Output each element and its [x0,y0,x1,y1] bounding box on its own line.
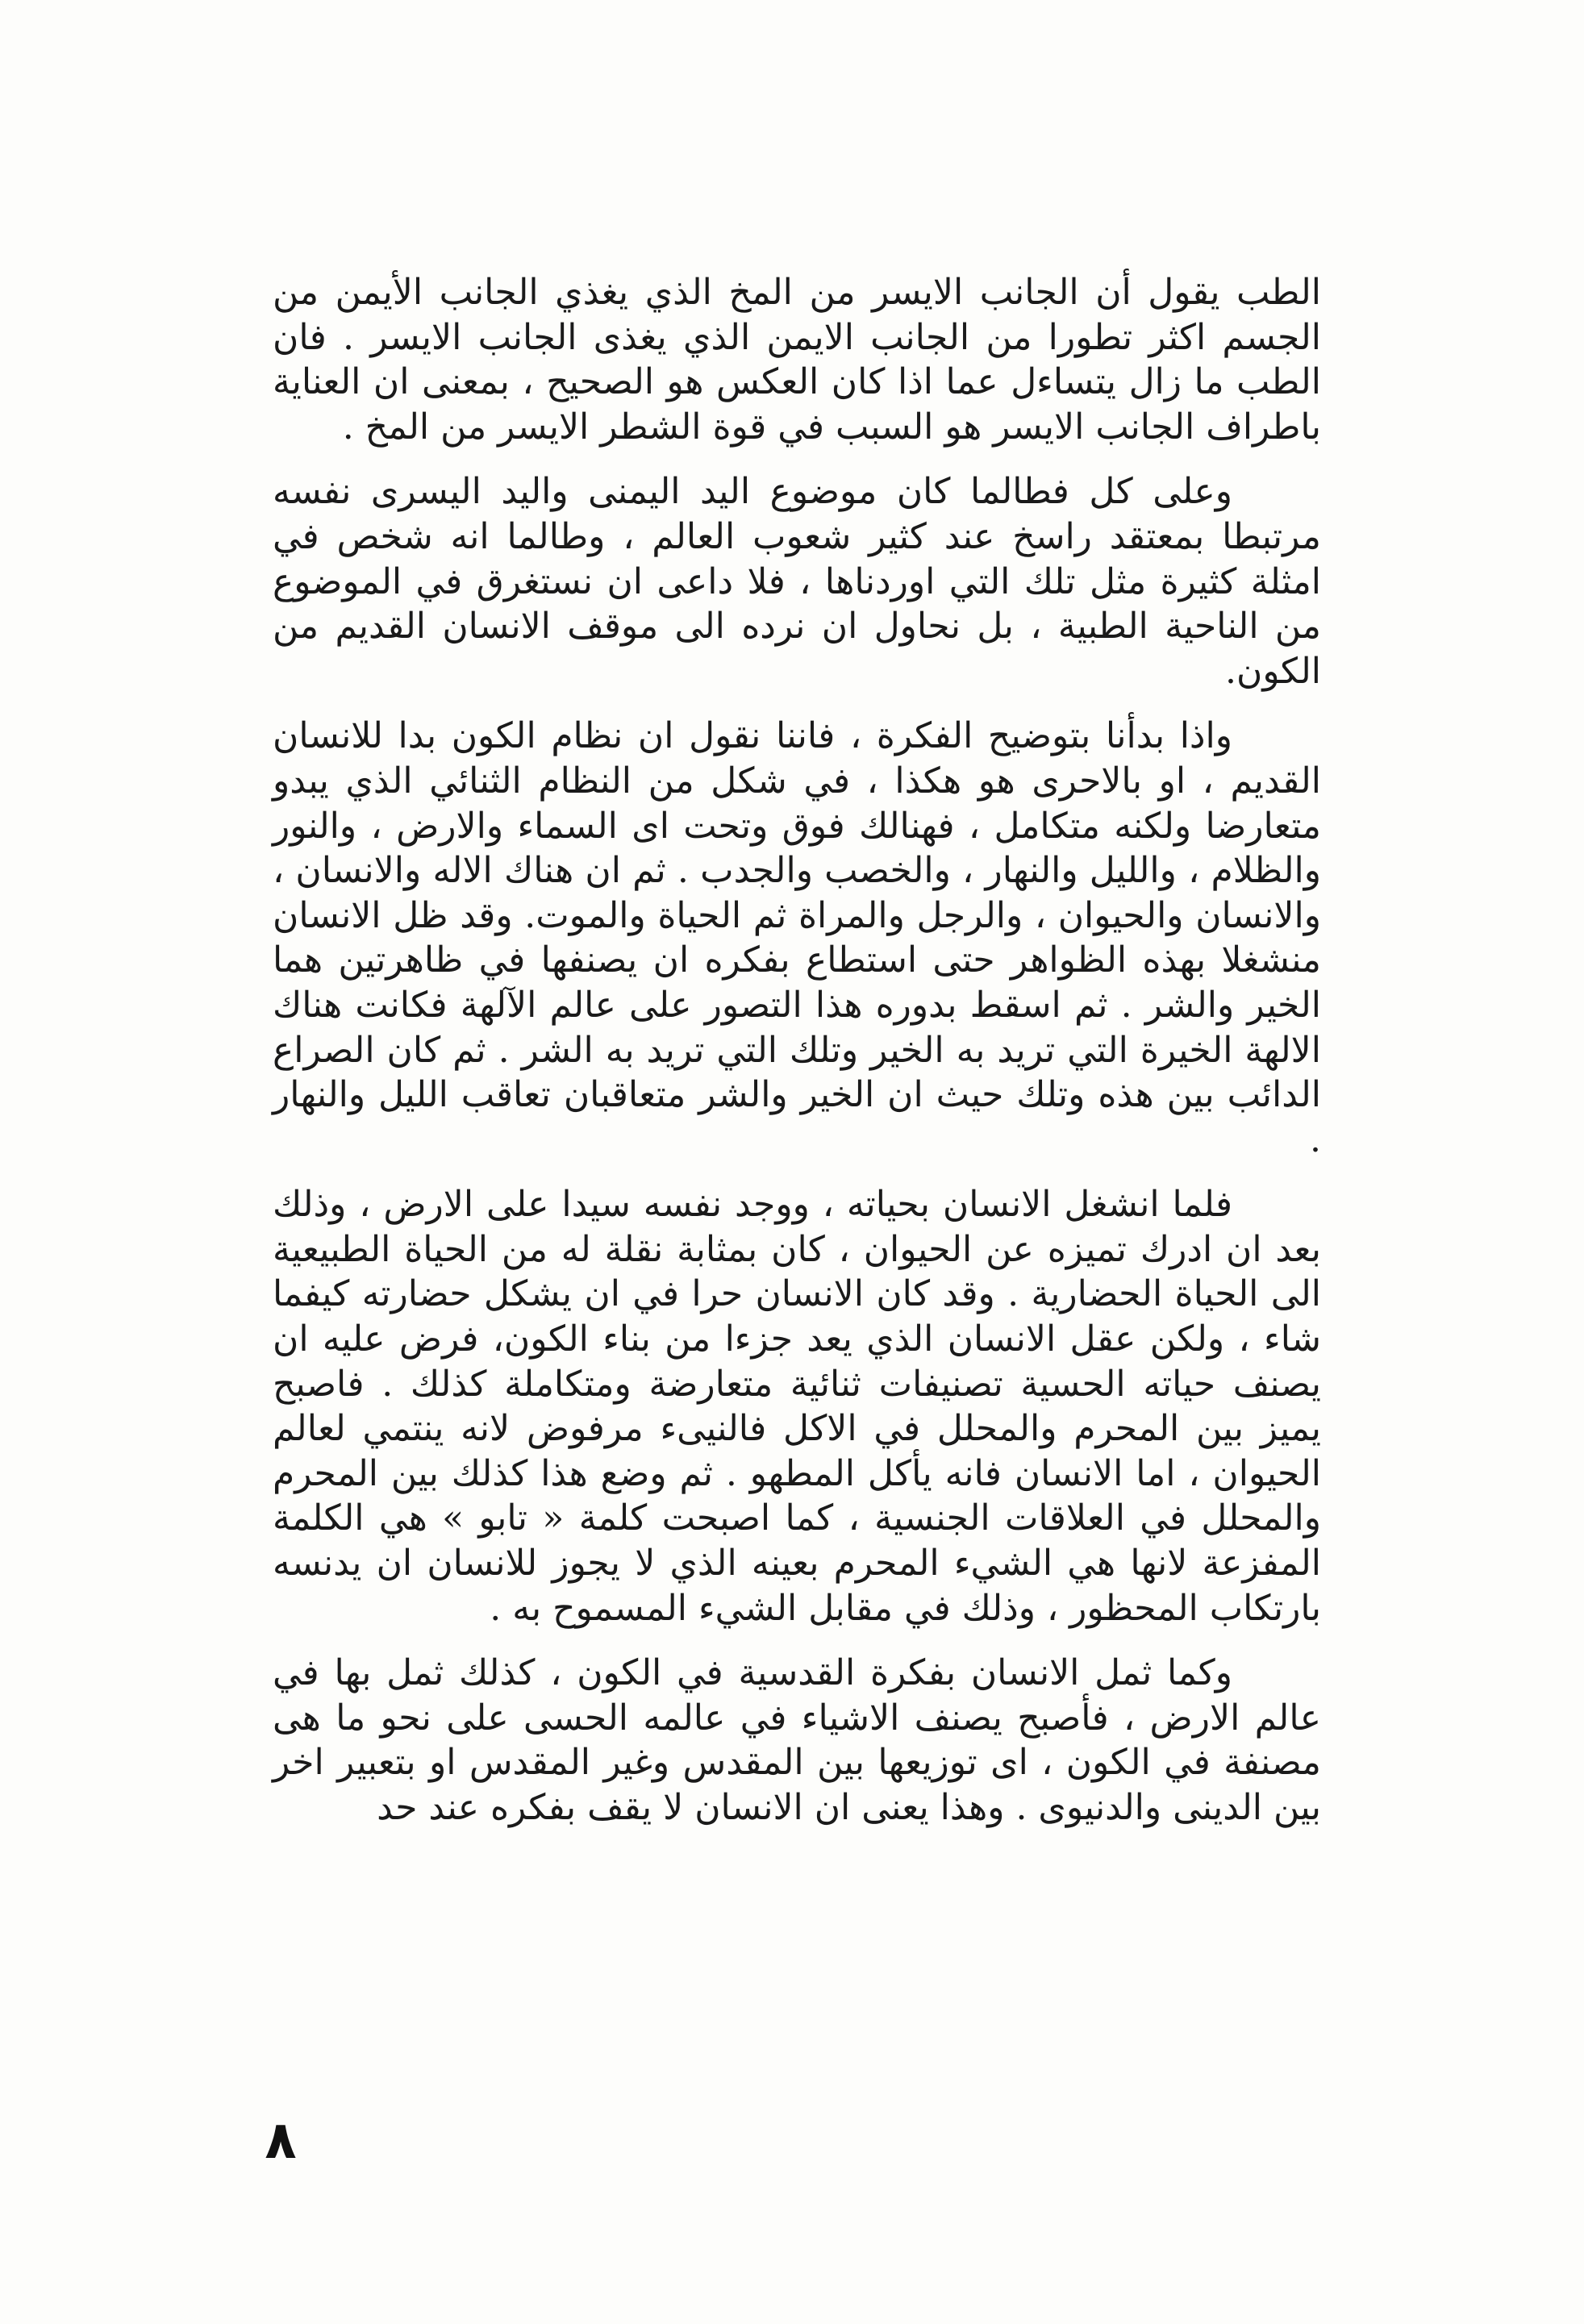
paragraph-4: فلما انشغل الانسان بحياته ، ووجد نفسه سيدا على الارض ، وذلك بعد ان ادرك تميزه عن الحيوان ، كان بمثابة نقلة له من الحياة الطبيعية الى الحياة الحضارية . وقد كان الانسان حرا في ان يشكل حضارته كيفما شاء ، ولكن عقل الانسان الذي يعد جزءا من بناء الكون، فرض عليه ان يصنف حياته الحسية تصنيفات ثنائية متعارضة ومتكاملة كذلك . فاصبح يميز بين المحرم والمحلل في الاكل فالنيىء مرفوض لانه ينتمي لعالم الحيوان ، اما الانسان فانه يأكل المطهو . ثم وضع هذا كذلك بين المحرم والمحلل في العلاقات الجنسية ، كما اصبحت كلمة « تابو » هي الكلمة المفزعة لانها هي الشيء المحرم بعينه الذي لا يجوز للانسان ان يدنسه بارتكاب المحظور ، وذلك في مقابل الشيء المسموح به . [273,1184,1321,1629]
paragraph-5: وكما ثمل الانسان بفكرة القدسية في الكون ، كذلك ثمل بها في عالم الارض ، فأصبح يصنف الاشياء في عالمه الحسى على نحو ما هى مصنفة في الكون ، اى توزيعها بين المقدس وغير المقدس او بتعبير اخر بين الدينى والدنيوى . وهذا يعنى ان الانسان لا يقف بفكره عند حد [273,1652,1321,1828]
page-number: ٨ [265,2111,297,2171]
body-text [273,270,1321,1851]
paragraph-1: الطب يقول أن الجانب الايسر من المخ الذي يغذي الجانب الأيمن من الجسم اكثر تطورا من الجانب الايمن الذي يغذى الجانب الايسر . فان الطب ما زال يتساءل عما اذا كان العكس هو الصحيح ، بمعنى ان العناية باطراف الجانب الايسر هو السبب في قوة الشطر الايسر من المخ . [273,272,1321,448]
paragraph-3: واذا بدأنا بتوضيح الفكرة ، فاننا نقول ان نظام الكون بدا للانسان القديم ، او بالاحرى هو هكذا ، في شكل من النظام الثنائي الذي يبدو متعارضا ولكنه متكامل ، فهنالك فوق وتحت اى السماء والارض ، والنور والظلام ، والليل والنهار ، والخصب والجدب . ثم ان هناك الاله والانسان ، والانسان والحيوان ، والرجل والمراة ثم الحياة والموت. وقد ظل الانسان منشغلا بهذه الظواهر حتى استطاع بفكره ان يصنفها في ظاهرتين هما الخير والشر . ثم اسقط بدوره هذا التصور على عالم الآلهة فكانت هناك الالهة الخيرة التي تريد به الخير وتلك التي تريد به الشر . ثم كان الصراع الدائب بين هذه وتلك حيث ان الخير والشر متعاقبان تعاقب الليل والنهار . [273,715,1321,1160]
paragraph-2: وعلى كل فطالما كان موضوع اليد اليمنى واليد اليسرى نفسه مرتبطا بمعتقد راسخ عند كثير شعوب العالم ، وطالما انه شخص في امثلة كثيرة مثل تلك التي اوردناها ، فلا داعى ان نستغرق في الموضوع من الناحية الطبية ، بل نحاول ان نرده الى موقف الانسان القديم من الكون. [273,471,1321,692]
